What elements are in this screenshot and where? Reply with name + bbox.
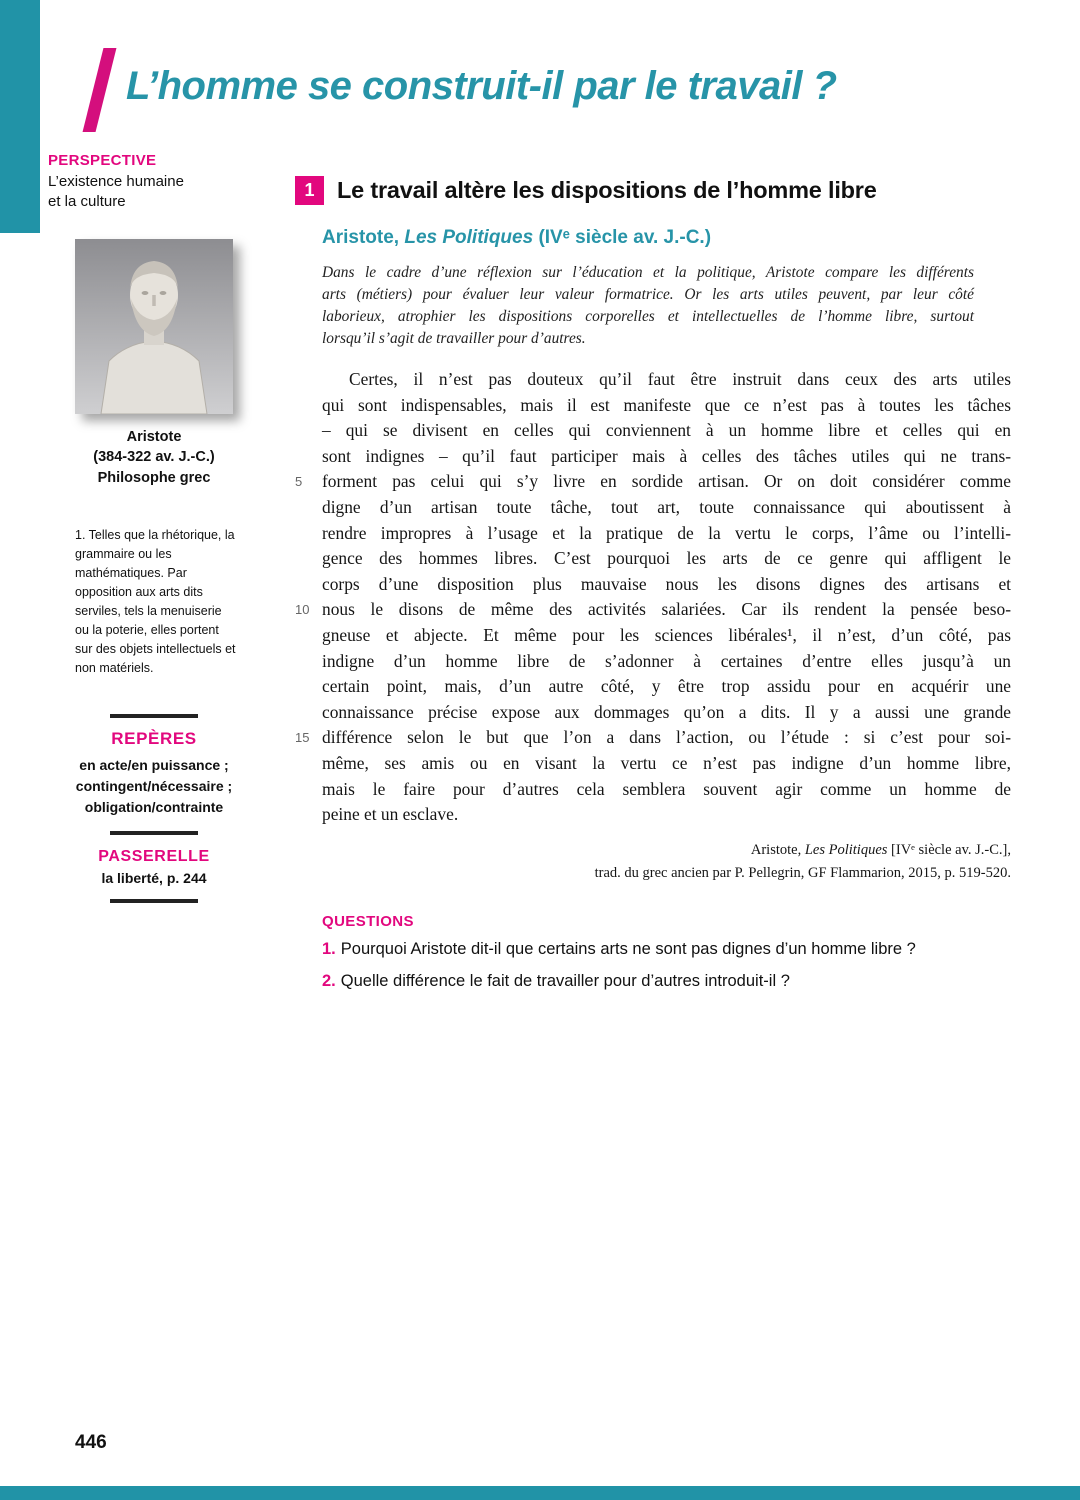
line-number: [295, 393, 322, 419]
line-number: 5: [295, 474, 303, 490]
text-line: 15 différence selon le but que l’on a dans l’action, ou l’étude : si c’est pour soi-: [295, 725, 1011, 751]
section-title: Le travail altère les dispositions de l’homme libre: [337, 177, 877, 203]
main-column: [295, 176, 1011, 994]
source-work-title: Les Politiques: [404, 227, 534, 248]
source-citation: [295, 839, 1011, 885]
reperes-block: [75, 714, 233, 903]
text-line: peine et un esclave.: [295, 802, 1011, 828]
page-title: L’homme se construit-il par le travail ?: [126, 64, 837, 108]
text-line: gence des hommes libres. C’est pourquoi les arts de ce genre qui affligent le: [295, 546, 1011, 572]
text-line: sont indignes – qu’il faut participer mais à celles des tâches utiles qui ne trans-: [295, 444, 1011, 470]
line-number: [295, 367, 322, 393]
question-number: 2.: [322, 971, 336, 990]
line-number: [295, 418, 322, 444]
main-text: [295, 367, 1011, 828]
text-line: 5 forment pas celui qui s’y livre en sordide artisan. Or on doit considérer comme: [295, 469, 1011, 495]
question-number: 1.: [322, 940, 336, 959]
chapeau-line: Dans le cadre d’une réflexion sur l’éducation et la politique, Aristote compare les différents: [322, 264, 974, 281]
passerelle-text: la liberté, p. 244: [101, 869, 207, 886]
questions-label: QUESTIONS: [322, 913, 414, 931]
reperes-label: REPÈRES: [111, 728, 197, 748]
line-number: [295, 495, 322, 521]
text-line: même, ses amis ou en visant la vertu ce n’est pas indigne d’un homme libre,: [295, 751, 1011, 777]
question-item: [322, 937, 1011, 962]
text-line: 10 nous le disons de même des activités salariées. Car ils rendent la pensée beso-: [295, 597, 1011, 623]
text-line: corps d’une disposition plus mauvaise nous les disons dignes des artisans et: [295, 572, 1011, 598]
chapeau-intro: [322, 262, 974, 350]
sidebar: [48, 152, 240, 903]
questions-block: [322, 913, 1011, 994]
double-rule: [110, 899, 198, 903]
section-number-badge: 1: [295, 176, 324, 205]
source-author: Aristote,: [322, 227, 405, 248]
line-number: [295, 700, 322, 726]
reperes-item: contingent/nécessaire ;: [75, 777, 233, 794]
text-line: mais le faire pour d’autres cela semblera souvent agir comme un homme de: [295, 777, 1011, 803]
citation-line-2: trad. du grec ancien par P. Pellegrin, GF Flammarion, 2015, p. 519-520.: [594, 864, 1011, 881]
text-line: gneuse et abjecte. Et même pour les sciences libérales¹, il n’est, d’un côté, pas: [295, 623, 1011, 649]
line-number: [295, 777, 322, 803]
line-number: [295, 521, 322, 547]
chapeau-line: lorsqu’il s’agit de travailler pour d’autres.: [322, 330, 586, 347]
bottom-accent-bar: [0, 1486, 1080, 1500]
section-header: [295, 176, 1011, 205]
portrait-caption-name: Aristote: [126, 429, 182, 445]
line-number: [295, 751, 322, 777]
text-line: rendre impropres à l’usage et la pratique de la vertu le corps, l’âme ou l’intelli-: [295, 521, 1011, 547]
double-rule: [110, 831, 198, 835]
citation-line-1: Aristote, Les Politiques [IVᵉ siècle av. J.-C.],: [750, 841, 1011, 858]
text-line: Certes, il n’est pas douteux qu’il faut être instruit dans ceux des arts utiles: [295, 367, 1011, 393]
double-rule: [110, 714, 198, 718]
line-number: [295, 572, 322, 598]
line-number: 15: [295, 730, 310, 746]
perspective-label: PERSPECTIVE: [48, 152, 157, 169]
portrait-caption: [75, 427, 233, 488]
text-line: qui sont indispensables, mais il est manifeste que ce n’est pas à toutes les tâches: [295, 393, 1011, 419]
portrait-caption-role: Philosophe grec: [97, 469, 211, 486]
reperes-item: obligation/contrainte: [84, 798, 224, 815]
chapeau-line: laborieux, atrophier les dispositions corporelles et intellectuelles de l’homme libre, surtout: [322, 308, 974, 325]
aristotle-portrait: [75, 239, 233, 414]
top-left-accent-bar: [0, 0, 40, 233]
line-number: [295, 623, 322, 649]
portrait-caption-dates: (384-322 av. J.-C.): [93, 449, 215, 466]
chapter-title-row: [93, 48, 837, 132]
source-heading: [322, 227, 1011, 249]
line-number: 10: [295, 602, 310, 618]
line-number: [295, 546, 322, 572]
text-line: connaissance précise expose aux dommages qu’on a dits. Il y a aussi une grande: [295, 700, 1011, 726]
source-date: (IVᵉ siècle av. J.-C.): [533, 227, 712, 248]
chapeau-line: arts (métiers) pour évaluer leur valeur formatrice. Or les arts utiles peuvent, par leur côté: [322, 286, 974, 303]
text-line: digne d’un artisan toute tâche, tout art, toute connaissance qui aboutissent à: [295, 495, 1011, 521]
perspective-text: L’existence humaine et la culture: [48, 173, 184, 210]
text-line: indigne d’un homme libre de s’adonner à certaines d’entre elles jusqu’à un: [295, 649, 1011, 675]
question-text: Quelle différence le fait de travailler pour d’autres introduit-il ?: [340, 971, 790, 990]
line-number: [295, 674, 322, 700]
passerelle-label: PASSERELLE: [98, 847, 210, 865]
text-line: – qui se divisent en celles qui conviennent à un homme libre et celles qui en: [295, 418, 1011, 444]
line-number: [295, 802, 322, 828]
text-line: certain point, mais, d’un autre côté, y être trop assidu pour en acquérir une: [295, 674, 1011, 700]
reperes-item: en acte/en puissance ;: [79, 756, 229, 773]
line-number: [295, 649, 322, 675]
title-slash-decoration: [83, 48, 117, 132]
page-number: 446: [75, 1432, 107, 1453]
line-number: [295, 444, 322, 470]
question-item: [322, 969, 1011, 994]
margin-footnote: 1. Telles que la rhétorique, la grammaire ou les mathématiques. Par opposition aux arts dits serviles, tels la menuiserie ou la poterie, elles portent sur des objets intellectuels et non matériels.: [75, 527, 236, 675]
question-text: Pourquoi Aristote dit-il que certains arts ne sont pas dignes d’un homme libre ?: [340, 940, 916, 959]
